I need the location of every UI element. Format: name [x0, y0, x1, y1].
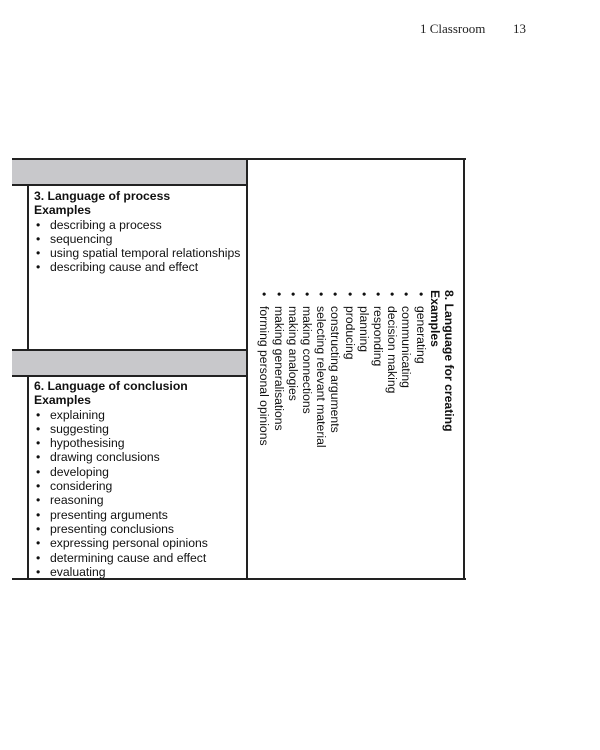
list-item: • using spatial temporal relationships	[34, 246, 240, 260]
cell-title: 8. Language for creating	[442, 290, 456, 432]
list-item: • suggesting	[34, 422, 208, 436]
column-divider	[246, 158, 248, 580]
cell-subtitle: Examples	[427, 290, 442, 347]
cell-subtitle: Examples	[34, 393, 91, 408]
list-item: • planning	[357, 290, 371, 448]
list-item: • reasoning	[34, 493, 208, 507]
list-item: • developing	[34, 465, 208, 479]
examples-list	[34, 408, 208, 580]
list-item: • expressing personal opinions	[34, 536, 208, 550]
list-item: • responding	[371, 290, 385, 448]
examples-list	[257, 290, 427, 448]
table-top-border	[12, 158, 466, 160]
band-top-bottom-rule	[12, 184, 248, 186]
list-item: • making connections	[300, 290, 314, 448]
list-item: • evaluating	[34, 565, 208, 579]
list-item: • describing cause and effect	[34, 260, 240, 274]
cell-title: 6. Language of conclusion	[34, 379, 188, 393]
list-item: • selecting relevant material	[314, 290, 328, 448]
inner-left-rule-upper	[27, 184, 29, 350]
list-item: • forming personal opinions	[257, 290, 271, 448]
examples-list	[34, 218, 240, 275]
list-item: • constructing arguments	[328, 290, 342, 448]
inner-left-rule-lower	[27, 375, 29, 580]
band-middle-top-rule	[12, 349, 248, 351]
page-number: 13	[513, 21, 526, 36]
gray-band-top	[12, 159, 247, 184]
chapter-title: 1 Classroom	[420, 21, 486, 36]
list-item: • making analogies	[286, 290, 300, 448]
list-item: • determining cause and effect	[34, 551, 208, 565]
cell-title: 3. Language of process	[34, 189, 171, 203]
cell-language-of-conclusion	[34, 379, 208, 579]
band-middle-bottom-rule	[12, 375, 248, 377]
table-right-border	[463, 158, 465, 580]
list-item: • producing	[342, 290, 356, 448]
list-item: • sequencing	[34, 232, 240, 246]
cell-language-for-creating	[257, 290, 456, 448]
list-item: • explaining	[34, 408, 208, 422]
list-item: • presenting conclusions	[34, 522, 208, 536]
list-item: • making generalisations	[271, 290, 285, 448]
cell-subtitle: Examples	[34, 203, 91, 218]
list-item: • generating	[413, 290, 427, 448]
list-item: • considering	[34, 479, 208, 493]
list-item: • describing a process	[34, 218, 240, 232]
list-item: • presenting arguments	[34, 508, 208, 522]
list-item: • drawing conclusions	[34, 450, 208, 464]
cell-language-of-process	[34, 189, 240, 275]
list-item: • decision making	[385, 290, 399, 448]
gray-band-middle	[12, 350, 247, 376]
list-item: • communicating	[399, 290, 413, 448]
list-item: • hypothesising	[34, 436, 208, 450]
